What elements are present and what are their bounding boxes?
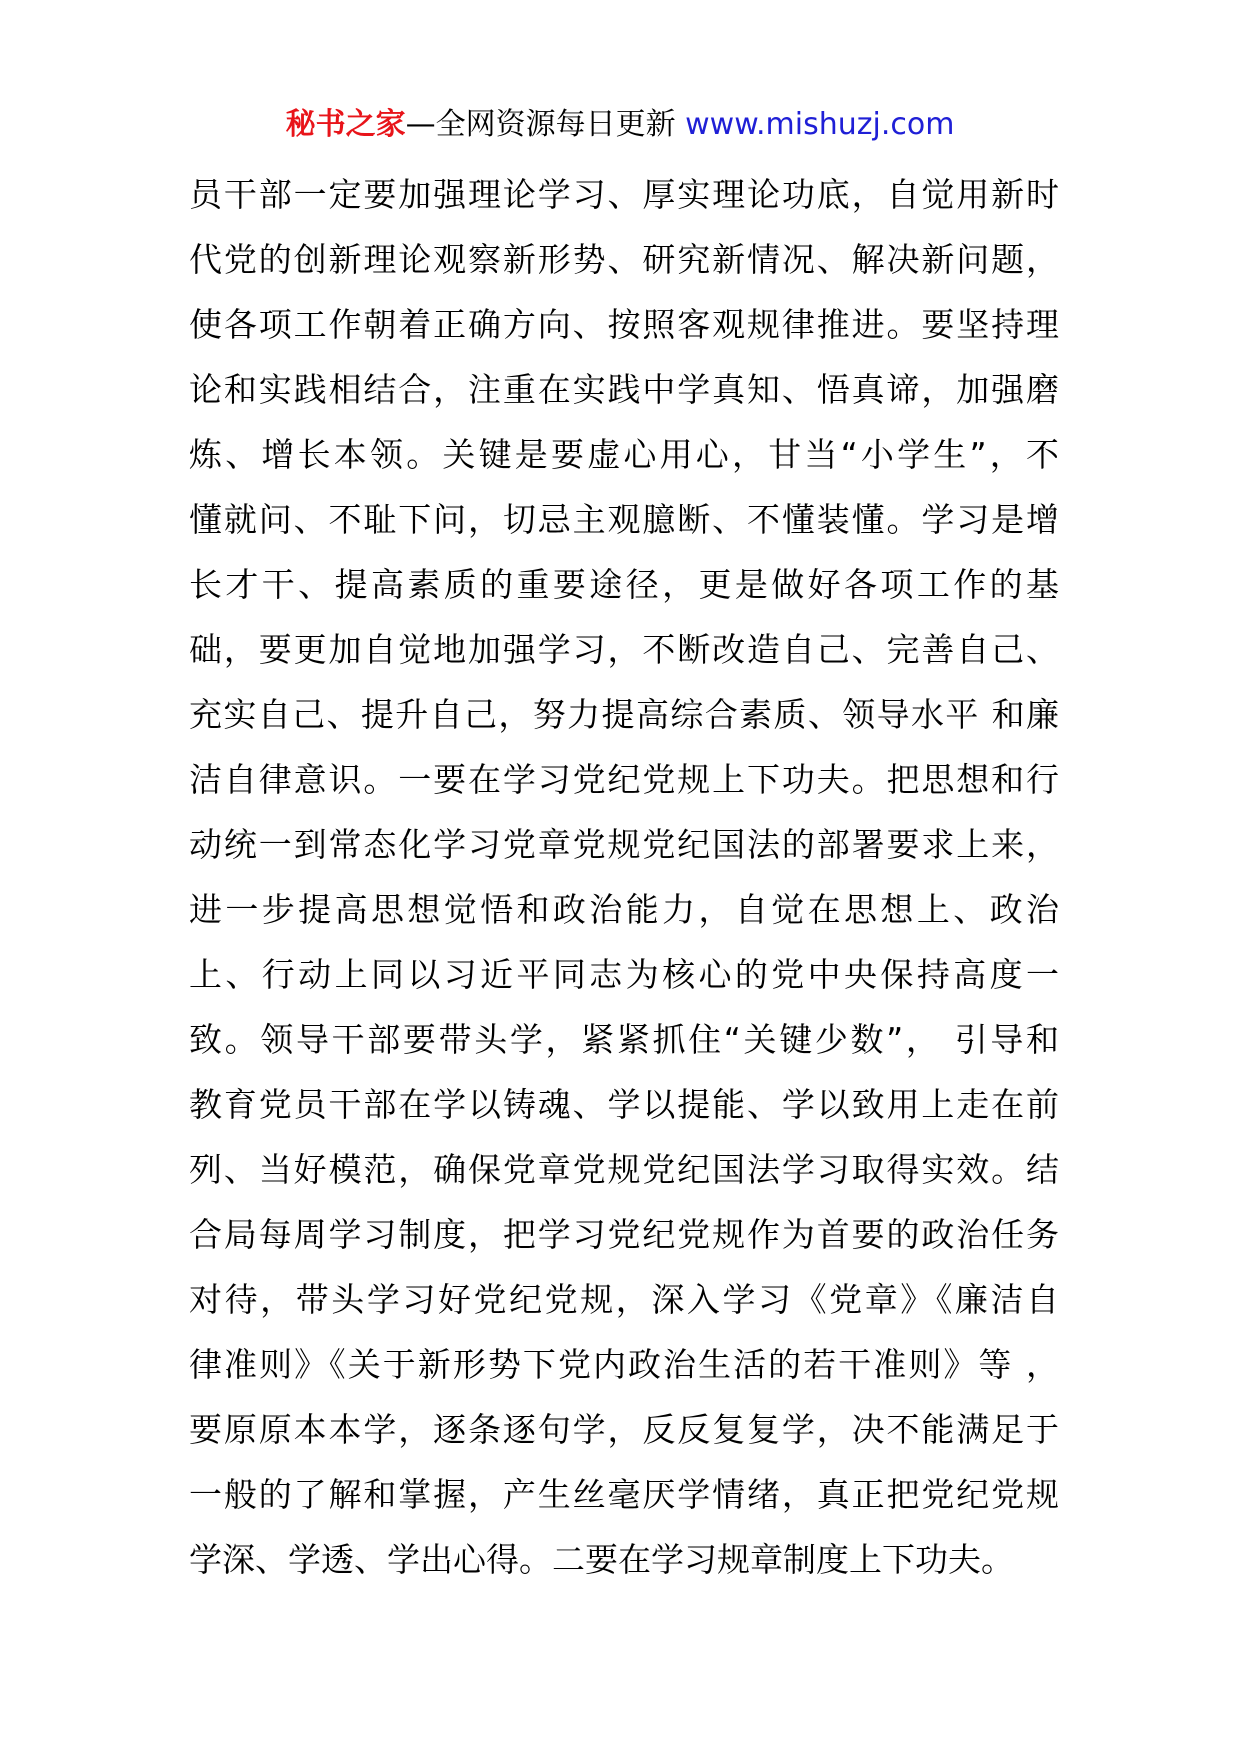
text-line: 使各项工作朝着正确方向、按照客观规律推进。要坚持理: [189, 305, 1059, 344]
text-line: 学深、学透、学出心得。二要在学习规章制度上下功夫。: [189, 1540, 1014, 1579]
text-line: 础，要更加自觉地加强学习，不断改造自己、完善自己、: [189, 630, 1059, 669]
header-brand: 秘书之家: [285, 107, 406, 142]
text-line: 对待，带头学习好党纪党规，深入学习《党章》《廉洁自: [189, 1280, 1059, 1319]
text-line: 进一步提高思想觉悟和政治能力，自觉在思想上、政治: [189, 890, 1059, 929]
text-line: 律准则》《关于新形势下党内政治生活的若干准则》等 ，: [189, 1345, 1059, 1384]
text-line: 论和实践相结合，注重在实践中学真知、悟真谛，加强磨: [189, 370, 1059, 409]
text-line: 洁自律意识。一要在学习党纪党规上下功夫。把思想和行: [189, 760, 1059, 799]
header-slogan: —全网资源每日更新: [405, 107, 676, 142]
document-body: [189, 162, 1059, 1592]
text-line: 教育党员干部在学以铸魂、学以提能、学以致用上走在前: [189, 1085, 1059, 1124]
page-header: [0, 100, 1240, 150]
text-line: 长才干、提高素质的重要途径，更是做好各项工作的基: [189, 565, 1059, 604]
text-line: 懂就问、不耻下问，切忌主观臆断、不懂装懂。学习是增: [189, 500, 1059, 539]
text-line: 代党的创新理论观察新形势、研究新情况、解决新问题，: [189, 240, 1059, 279]
text-line: 充实自己、提升自己，努力提高综合素质、领导水平 和廉: [189, 695, 1059, 734]
text-line: 动统一到常态化学习党章党规党纪国法的部署要求上来，: [189, 825, 1059, 864]
text-line: 上、行动上同以习近平同志为核心的党中央保持高度一: [189, 955, 1059, 994]
text-line: 列、当好模范，确保党章党规党纪国法学习取得实效。结: [189, 1150, 1059, 1189]
text-line: 一般的了解和掌握，产生丝毫厌学情绪，真正把党纪党规: [189, 1475, 1059, 1514]
text-line: 合局每周学习制度，把学习党纪党规作为首要的政治任务: [189, 1215, 1059, 1254]
header-url-link[interactable]: www.mishuzj.com: [685, 107, 955, 142]
text-line: 致。领导干部要带头学，紧紧抓住“关键少数”， 引导和: [189, 1020, 1059, 1059]
text-line: 炼、增长本领。关键是要虚心用心，甘当“小学生”，不: [189, 435, 1059, 474]
text-line: 员干部一定要加强理论学习、厚实理论功底，自觉用新时: [189, 175, 1059, 214]
text-line: 要原原本本学，逐条逐句学，反反复复学，决不能满足于: [189, 1410, 1059, 1449]
